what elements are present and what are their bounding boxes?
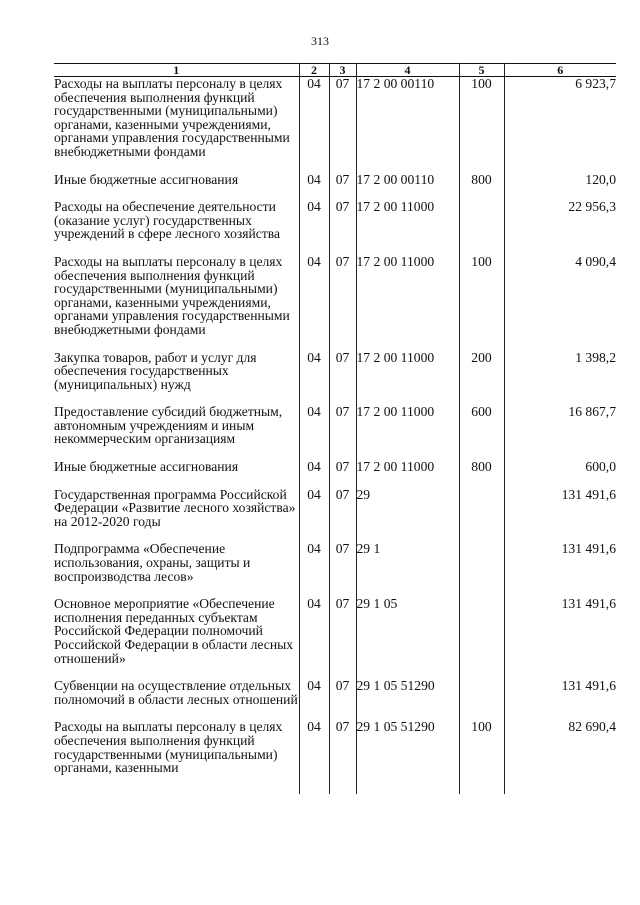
row-subsection: 07 xyxy=(329,200,356,255)
row-code: 29 1 05 xyxy=(356,597,459,679)
row-code: 17 2 00 11000 xyxy=(356,460,459,488)
row-subsection: 07 xyxy=(329,77,356,173)
row-section: 04 xyxy=(299,405,329,460)
row-type: 800 xyxy=(459,460,504,488)
row-amount: 22 956,3 xyxy=(504,200,616,255)
row-type xyxy=(459,679,504,720)
row-amount: 6 923,7 xyxy=(504,77,616,173)
table-row xyxy=(54,460,616,488)
row-amount: 82 690,4 xyxy=(504,720,616,794)
table-row xyxy=(54,542,616,597)
table-row xyxy=(54,173,616,201)
row-name: Иные бюджетные ассигнования xyxy=(54,173,299,201)
header-col-3: 3 xyxy=(329,64,356,77)
row-section: 04 xyxy=(299,679,329,720)
row-code: 17 2 00 11000 xyxy=(356,255,459,351)
table-row xyxy=(54,405,616,460)
row-subsection: 07 xyxy=(329,405,356,460)
row-type xyxy=(459,542,504,597)
row-section: 04 xyxy=(299,77,329,173)
row-code: 29 1 xyxy=(356,542,459,597)
row-subsection: 07 xyxy=(329,488,356,543)
row-name: Государственная программа Российской Федерации «Развитие лесного хозяйства» на 2012-2020 годы xyxy=(54,488,299,543)
table-row xyxy=(54,255,616,351)
row-name: Расходы на выплаты персоналу в целях обеспечения выполнения функций государственными (муниципальными) органами, казенными учреждениями, органами управления государственными внебюджетными фондами xyxy=(54,255,299,351)
row-amount: 131 491,6 xyxy=(504,488,616,543)
row-amount: 131 491,6 xyxy=(504,542,616,597)
row-name: Субвенции на осуществление отдельных полномочий в области лесных отношений xyxy=(54,679,299,720)
row-type xyxy=(459,488,504,543)
row-code: 17 2 00 11000 xyxy=(356,351,459,406)
row-amount: 4 090,4 xyxy=(504,255,616,351)
table-row xyxy=(54,488,616,543)
row-section: 04 xyxy=(299,488,329,543)
row-subsection: 07 xyxy=(329,679,356,720)
row-type: 100 xyxy=(459,255,504,351)
row-name: Подпрограмма «Обеспечение использования, охраны, защиты и воспроизводства лесов» xyxy=(54,542,299,597)
row-name: Расходы на выплаты персоналу в целях обеспечения выполнения функций государственными (муниципальными) органами, казенными xyxy=(54,720,299,794)
row-code: 29 xyxy=(356,488,459,543)
row-section: 04 xyxy=(299,200,329,255)
row-type: 600 xyxy=(459,405,504,460)
row-name: Расходы на выплаты персоналу в целях обеспечения выполнения функций государственными (муниципальными) органами, казенными учреждениями, органами управления государственными внебюджетными фондами xyxy=(54,77,299,173)
row-amount: 131 491,6 xyxy=(504,597,616,679)
header-col-1: 1 xyxy=(54,64,299,77)
row-section: 04 xyxy=(299,255,329,351)
row-code: 17 2 00 11000 xyxy=(356,200,459,255)
row-amount: 120,0 xyxy=(504,173,616,201)
row-subsection: 07 xyxy=(329,173,356,201)
row-type: 100 xyxy=(459,77,504,173)
row-section: 04 xyxy=(299,720,329,794)
row-section: 04 xyxy=(299,460,329,488)
row-section: 04 xyxy=(299,542,329,597)
row-name: Иные бюджетные ассигнования xyxy=(54,460,299,488)
header-col-5: 5 xyxy=(459,64,504,77)
row-subsection: 07 xyxy=(329,460,356,488)
table-row xyxy=(54,77,616,173)
header-col-4: 4 xyxy=(356,64,459,77)
table-row xyxy=(54,200,616,255)
table-row xyxy=(54,720,616,794)
row-code: 17 2 00 11000 xyxy=(356,405,459,460)
row-amount: 16 867,7 xyxy=(504,405,616,460)
row-subsection: 07 xyxy=(329,720,356,794)
table-row xyxy=(54,679,616,720)
row-subsection: 07 xyxy=(329,597,356,679)
row-subsection: 07 xyxy=(329,351,356,406)
row-amount: 131 491,6 xyxy=(504,679,616,720)
header-col-2: 2 xyxy=(299,64,329,77)
row-section: 04 xyxy=(299,351,329,406)
row-name: Предоставление субсидий бюджетным, автономным учреждениям и иным некоммерческим организациям xyxy=(54,405,299,460)
row-code: 17 2 00 00110 xyxy=(356,77,459,173)
row-type: 800 xyxy=(459,173,504,201)
header-col-6: 6 xyxy=(504,64,616,77)
row-subsection: 07 xyxy=(329,255,356,351)
budget-table xyxy=(54,63,616,794)
row-code: 29 1 05 51290 xyxy=(356,679,459,720)
row-subsection: 07 xyxy=(329,542,356,597)
row-type: 100 xyxy=(459,720,504,794)
row-code: 17 2 00 00110 xyxy=(356,173,459,201)
table-row xyxy=(54,351,616,406)
row-section: 04 xyxy=(299,173,329,201)
table-row xyxy=(54,597,616,679)
row-section: 04 xyxy=(299,597,329,679)
row-type: 200 xyxy=(459,351,504,406)
row-amount: 600,0 xyxy=(504,460,616,488)
header-row xyxy=(54,64,616,77)
row-name: Расходы на обеспечение деятельности (оказание услуг) государственных учреждений в сфере лесного хозяйства xyxy=(54,200,299,255)
row-name: Закупка товаров, работ и услуг для обеспечения государственных (муниципальных) нужд xyxy=(54,351,299,406)
row-type xyxy=(459,597,504,679)
row-code: 29 1 05 51290 xyxy=(356,720,459,794)
row-name: Основное мероприятие «Обеспечение исполнения переданных субъектам Российской Федерации полномочий Российской Федерации в области лесных отношений» xyxy=(54,597,299,679)
row-type xyxy=(459,200,504,255)
page-number: 313 xyxy=(311,34,329,48)
row-amount: 1 398,2 xyxy=(504,351,616,406)
